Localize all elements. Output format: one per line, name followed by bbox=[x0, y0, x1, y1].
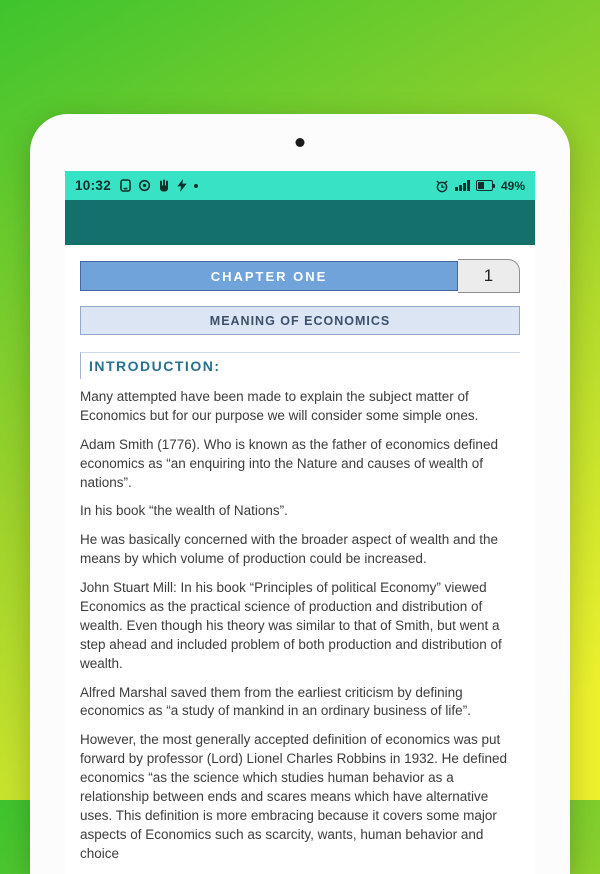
paragraph: However, the most generally accepted definition of economics was put forward by professor (Lord) Lionel Charles Robbins in 1932. He defined economics “as the science which studies human behavior as a relationship between ends and scares means which have alternative uses. This definition is more embracing because it covers some major aspects of Economics such as scarcity, wants, human behavior and choice bbox=[80, 732, 507, 861]
device-screen bbox=[65, 171, 535, 874]
page-number-tab[interactable] bbox=[458, 259, 520, 293]
app-header-bar bbox=[65, 200, 535, 245]
front-camera-dot bbox=[296, 138, 305, 147]
alarm-icon bbox=[435, 179, 449, 193]
document-title-label: MEANING OF ECONOMICS bbox=[209, 313, 391, 328]
chapter-header-row bbox=[80, 258, 520, 294]
screen-record-icon bbox=[138, 179, 151, 192]
status-bar bbox=[65, 171, 535, 200]
notification-dot bbox=[194, 184, 198, 188]
paragraph: John Stuart Mill: In his book “Principles of political Economy” viewed Economics as the practical science of production and distribution of wealth. Even though his theory was similar to that of Smith, but went a step ahead and included problem of both production and distribution of wealth. bbox=[80, 580, 502, 671]
paragraph: Alfred Marshal saved them from the earliest criticism by defining economics as “a study of mankind in an ordinary business of life”. bbox=[80, 684, 471, 719]
palm-gesture-icon bbox=[158, 179, 170, 192]
chapter-title-bar bbox=[80, 261, 458, 291]
page-number-label: 1 bbox=[483, 266, 494, 285]
battery-icon bbox=[476, 180, 495, 191]
document-content[interactable] bbox=[65, 245, 535, 864]
status-left-icons bbox=[120, 179, 198, 192]
paragraph: Many attempted have been made to explain the subject matter of Economics but for our purpose we will consider some simple ones. bbox=[80, 389, 479, 423]
paragraph: In his book “the wealth of Nations”. bbox=[80, 503, 288, 519]
paragraph: He was basically concerned with the broader aspect of wealth and the means by which volume of production could be increased. bbox=[80, 532, 498, 567]
status-right-icons bbox=[435, 179, 525, 193]
status-time: 10:32 bbox=[75, 178, 112, 193]
document-title-bar bbox=[80, 306, 520, 335]
battery-percent: 49% bbox=[500, 178, 525, 193]
paragraph: Adam Smith (1776). Who is known as the father of economics defined economics as “an enquiring into the Nature and causes of wealth of nations”. bbox=[80, 436, 498, 490]
section-heading: INTRODUCTION: bbox=[80, 352, 520, 379]
chapter-title-label: CHAPTER ONE bbox=[210, 268, 328, 284]
signal-strength-icon bbox=[455, 180, 470, 191]
screenshot-icon bbox=[120, 179, 131, 192]
charging-icon bbox=[177, 179, 187, 192]
tablet-device-frame bbox=[30, 114, 570, 874]
